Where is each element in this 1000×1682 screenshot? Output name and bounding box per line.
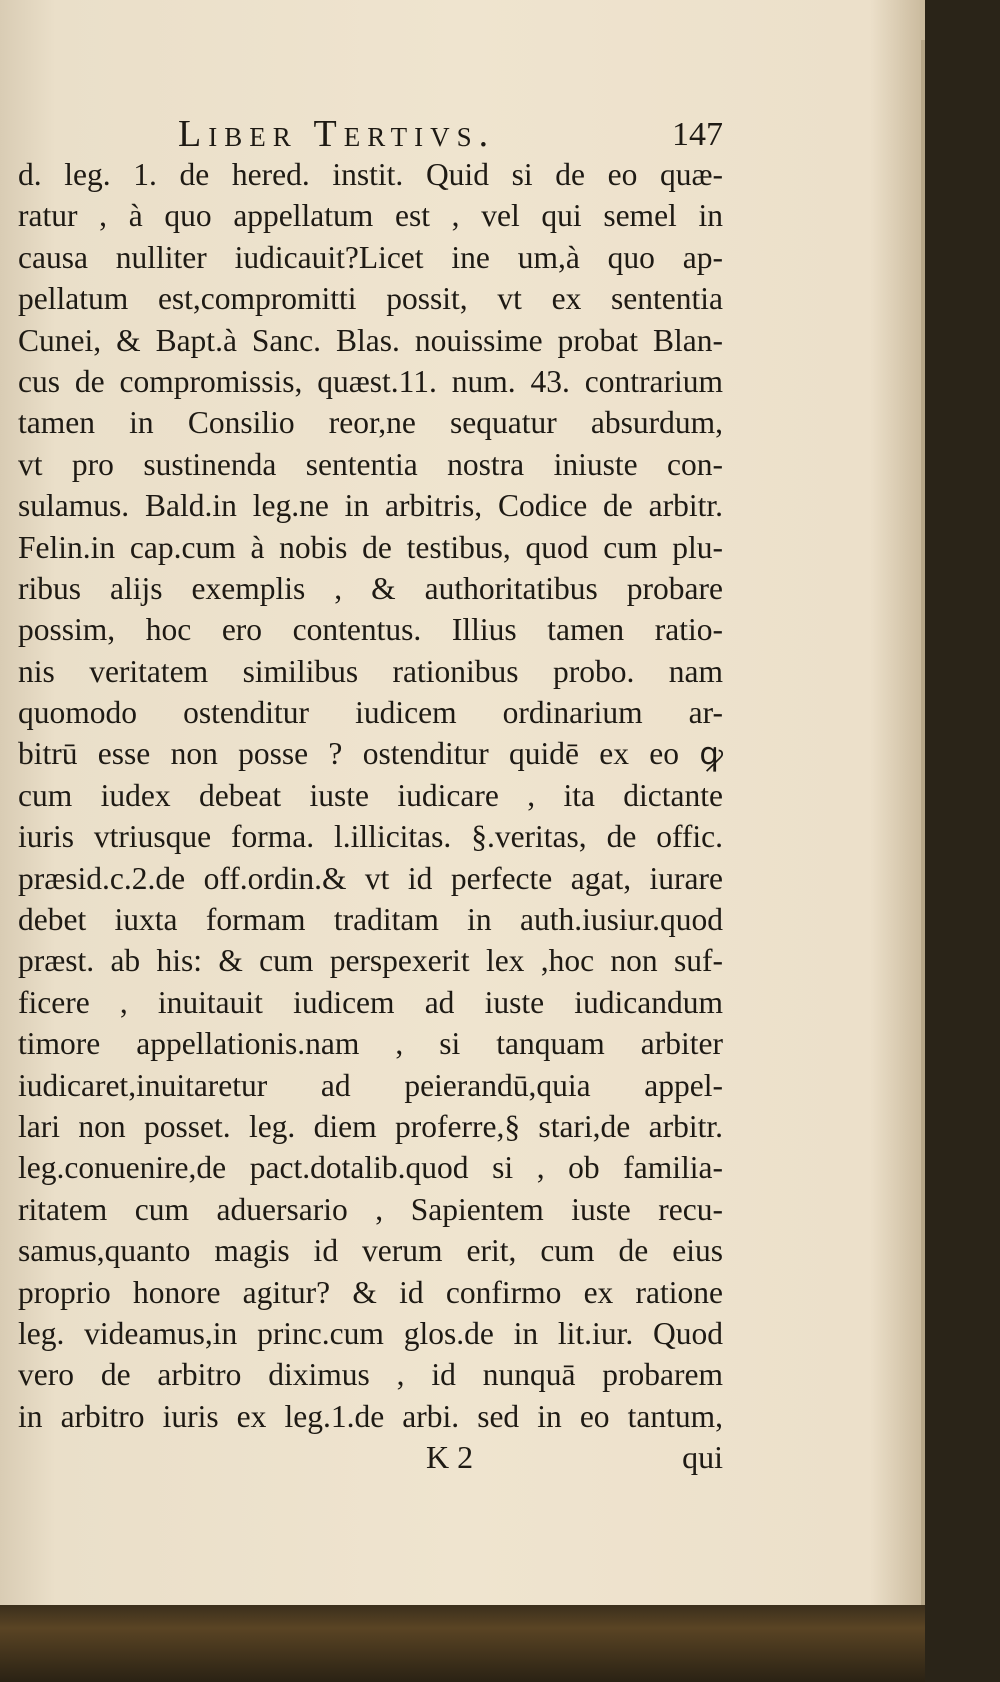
text-line: cus de compromissis, quæst.11. num. 43. contrarium [18,363,723,399]
text-line: sulamus. Bald.in leg.ne in arbitris, Codice de arbitr. [18,488,723,524]
text-line: nis veritatem similibus rationibus probo. nam [18,653,723,689]
text-line: præsid.c.2.de off.ordin.& vt id perfecte agat, iurare [18,860,723,896]
running-head: Liber Tertivs. [178,113,496,155]
text-line: ratur , à quo appellatum est , vel qui semel in [18,198,723,234]
text-line: cum iudex debeat iuste iudicare , ita dictante [18,777,723,813]
text-line: in arbitro iuris ex leg.1.de arbi. sed in eo tantum, [18,1398,723,1434]
text-line: præst. ab his: & cum perspexerit lex ,hoc non suf- [18,943,723,979]
text-line: iuris vtriusque forma. l.illicitas. §.veritas, de offic. [18,819,723,855]
text-line: vt pro sustinenda sententia nostra iniuste con- [18,446,723,482]
text-line: ritatem cum aduersario , Sapientem iuste recu- [18,1191,723,1227]
text-line: leg. videamus,in princ.cum glos.de in lit.iur. Quod [18,1315,723,1351]
catchword: qui [682,1439,723,1476]
text-line: d. leg. 1. de hered. instit. Quid si de eo quæ- [18,157,723,192]
text-line: ribus alijs exemplis , & authoritatibus probare [18,570,723,606]
text-line: bitrū esse non posse ? ostenditur quidē ex eo ꝙ [18,736,723,772]
text-line: ficere , inuitauit iudicem ad iuste iudicandum [18,984,723,1020]
text-line: timore appellationis.nam , si tanquam arbiter [18,1026,723,1062]
text-line: tamen in Consilio reor,ne sequatur absurdum, [18,405,723,441]
text-line: quomodo ostenditur iudicem ordinarium ar- [18,695,723,731]
signature-mark: K 2 [426,1439,474,1476]
text-line: samus,quanto magis id verum erit, cum de eius [18,1233,723,1269]
text-line: debet iuxta formam traditam in auth.iusiur.quod [18,902,723,938]
text-line: lari non posset. leg. diem proferre,§ stari,de arbitr. [18,1108,723,1144]
text-line: Felin.in cap.cum à nobis de testibus, quod cum plu- [18,529,723,565]
page-header [18,100,723,155]
page-number: 147 [672,116,723,153]
text-line: vero de arbitro diximus , id nunquā probarem [18,1357,723,1393]
text-line: proprio honore agitur? & id confirmo ex ratione [18,1274,723,1310]
bottom-shadow [0,1605,925,1682]
text-line: leg.conuenire,de pact.dotalib.quod si , ob familia- [18,1150,723,1186]
body-text [18,154,723,1437]
text-line: pellatum est,compromitti possit, vt ex sententia [18,281,723,317]
text-block [18,100,723,1480]
text-line: Cunei, & Bapt.à Sanc. Blas. nouissime probat Blan- [18,322,723,358]
page-edge [921,40,925,1640]
text-line: iudicaret,inuitaretur ad peierandū,quia appel- [18,1067,723,1103]
text-line: possim, hoc ero contentus. Illius tamen ratio- [18,612,723,648]
text-line: causa nulliter iudicauit?Licet ine um,à quo ap- [18,239,723,275]
page-footer [18,1439,723,1480]
